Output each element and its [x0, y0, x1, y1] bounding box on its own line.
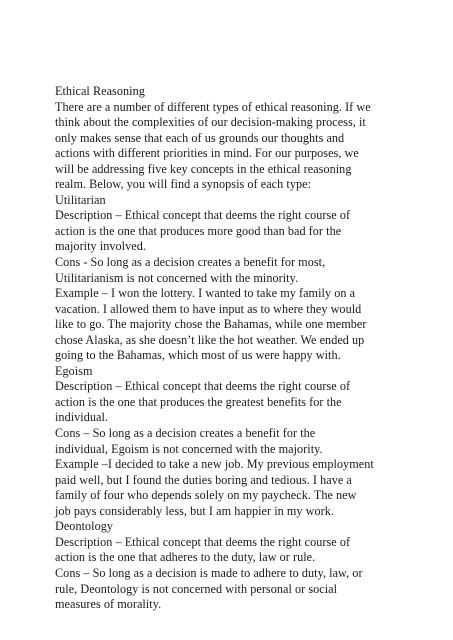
egoism-description-line: Description – Ethical concept that deems the right course of: [55, 379, 351, 394]
egoism-description-line: individual.: [55, 410, 109, 425]
egoism-cons-line: individual, Egoism is not concerned with the majority.: [55, 441, 323, 456]
intro-line: actions with different priorities in mind. For our purposes, we: [55, 146, 359, 161]
egoism-example-line: Example –I decided to take a new job. My previous employment: [55, 457, 374, 472]
utilitarian-cons-line: Cons - So long as a decision creates a benefit for most,: [55, 255, 326, 270]
deontology-description-line: action is the one that adheres to the duty, law or rule.: [55, 550, 316, 565]
document-body: [55, 84, 415, 613]
utilitarian-description-line: Description – Ethical concept that deems the right course of: [55, 208, 351, 223]
intro-line: realm. Below, you will find a synopsis of each type:: [55, 177, 312, 192]
egoism-example-line: job pays considerably less, but I am happier in my work.: [55, 503, 334, 518]
intro-line: only makes sense that each of us grounds our thoughts and: [55, 130, 345, 145]
egoism-description-line: action is the one that produces the greatest benefits for the: [55, 394, 342, 409]
utilitarian-description-line: action is the one that produces more good than bad for the: [55, 223, 342, 238]
section-heading-deontology: Deontology: [55, 519, 114, 534]
intro-line: will be addressing five key concepts in the ethical reasoning: [55, 161, 352, 176]
deontology-cons-line: Cons – So long as a decision is made to adhere to duty, law, or: [55, 565, 363, 580]
deontology-cons-line: rule, Deontology is not concerned with personal or social: [55, 581, 338, 596]
utilitarian-example-line: chose Alaska, as she doesn’t like the hot weather. We ended up: [55, 332, 365, 347]
utilitarian-example-line: vacation. I allowed them to have input as to where they would: [55, 301, 362, 316]
section-heading-utilitarian: Utilitarian: [55, 192, 106, 207]
egoism-example-line: family of four who depends solely on my paycheck. The new: [55, 488, 357, 503]
utilitarian-example-line: like to go. The majority chose the Bahamas, while one member: [55, 317, 367, 332]
utilitarian-example-line: going to the Bahamas, which most of us were happy with.: [55, 348, 341, 363]
deontology-cons-line: measures of morality.: [55, 597, 162, 612]
document-title: Ethical Reasoning: [55, 84, 145, 98]
section-heading-egoism: Egoism: [55, 363, 93, 378]
egoism-example-line: paid well, but I found the duties boring and tedious. I have a: [55, 472, 352, 487]
utilitarian-cons-line: Utilitarianism is not concerned with the minority.: [55, 270, 299, 285]
utilitarian-example-line: Example – I won the lottery. I wanted to take my family on a: [55, 286, 356, 301]
intro-line: think about the complexities of our decision-making process, it: [55, 115, 366, 130]
utilitarian-description-line: majority involved.: [55, 239, 146, 254]
deontology-description-line: Description – Ethical concept that deems the right course of: [55, 534, 351, 549]
egoism-cons-line: Cons – So long as a decision creates a benefit for the: [55, 426, 316, 441]
intro-line: There are a number of different types of ethical reasoning. If we: [55, 99, 371, 114]
